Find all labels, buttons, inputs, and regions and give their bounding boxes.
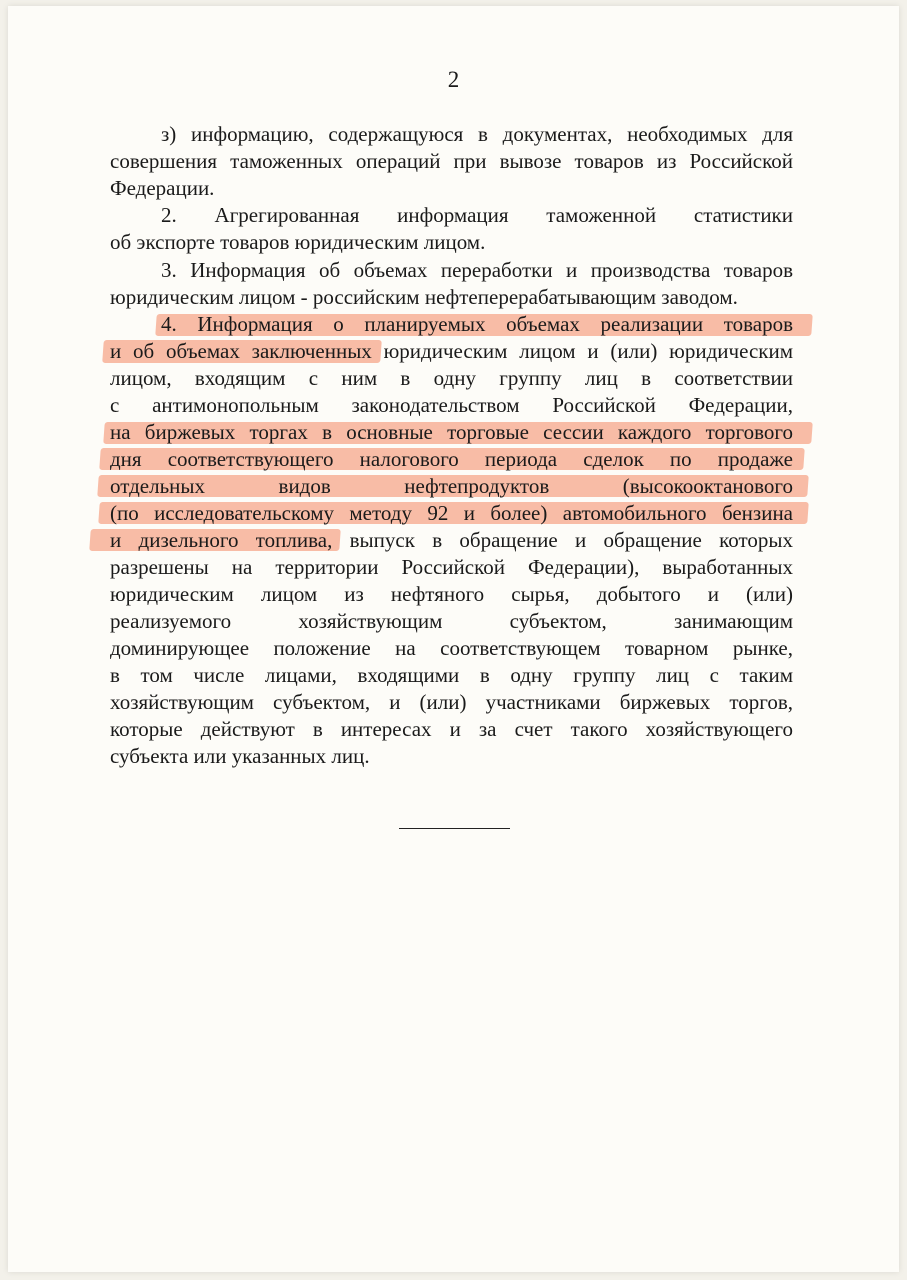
text-line: реализуемого хозяйствующим субъектом, занимающим: [110, 609, 793, 633]
text-line: с антимонопольным законодательством Российской Федерации,: [110, 393, 793, 417]
text-line: в том числе лицами, входящими в одну группу лиц с таким: [110, 663, 793, 687]
text-line: совершения таможенных операций при вывозе товаров из Российской: [110, 149, 793, 173]
text-line: субъекта или указанных лиц.: [110, 744, 370, 768]
text-line: доминирующее положение на соответствующем товарном рынке,: [110, 636, 793, 660]
text-line: Федерации.: [110, 176, 215, 200]
text-line: 3. Информация об объемах переработки и производства товаров: [161, 258, 793, 282]
page-number: 2: [447, 67, 460, 92]
text-line: дня соответствующего налогового периода сделок по продаже: [110, 447, 793, 471]
text-line: хозяйствующим субъектом, и (или) участниками биржевых торгов,: [110, 690, 793, 714]
text-line: юридическим лицом из нефтяного сырья, добытого и (или): [110, 582, 793, 606]
closing-divider: [399, 828, 510, 829]
text-line: 4. Информация о планируемых объемах реализации товаров: [161, 312, 793, 336]
text-line: отдельных видов нефтепродуктов (высокооктанового: [110, 474, 793, 498]
text-line: 2. Агрегированная информация таможенной статистики: [161, 203, 793, 227]
text-line: на биржевых торгах в основные торговые сессии каждого торгового: [110, 420, 793, 444]
text-line: и дизельного топлива, выпуск в обращение и обращение которых: [110, 528, 793, 552]
text-line: (по исследовательскому методу 92 и более) автомобильного бензина: [110, 501, 793, 525]
text-line: юридическим лицом - российским нефтеперерабатывающим заводом.: [110, 285, 738, 309]
text-line: и об объемах заключенных юридическим лицом и (или) юридическим: [110, 339, 793, 363]
text-line: разрешены на территории Российской Федерации), выработанных: [110, 555, 793, 579]
text-line: лицом, входящим с ним в одну группу лиц в соответствии: [110, 366, 793, 390]
text-line: об экспорте товаров юридическим лицом.: [110, 230, 486, 254]
text-line: которые действуют в интересах и за счет такого хозяйствующего: [110, 717, 793, 741]
text-line: з) информацию, содержащуюся в документах, необходимых для: [161, 122, 793, 146]
